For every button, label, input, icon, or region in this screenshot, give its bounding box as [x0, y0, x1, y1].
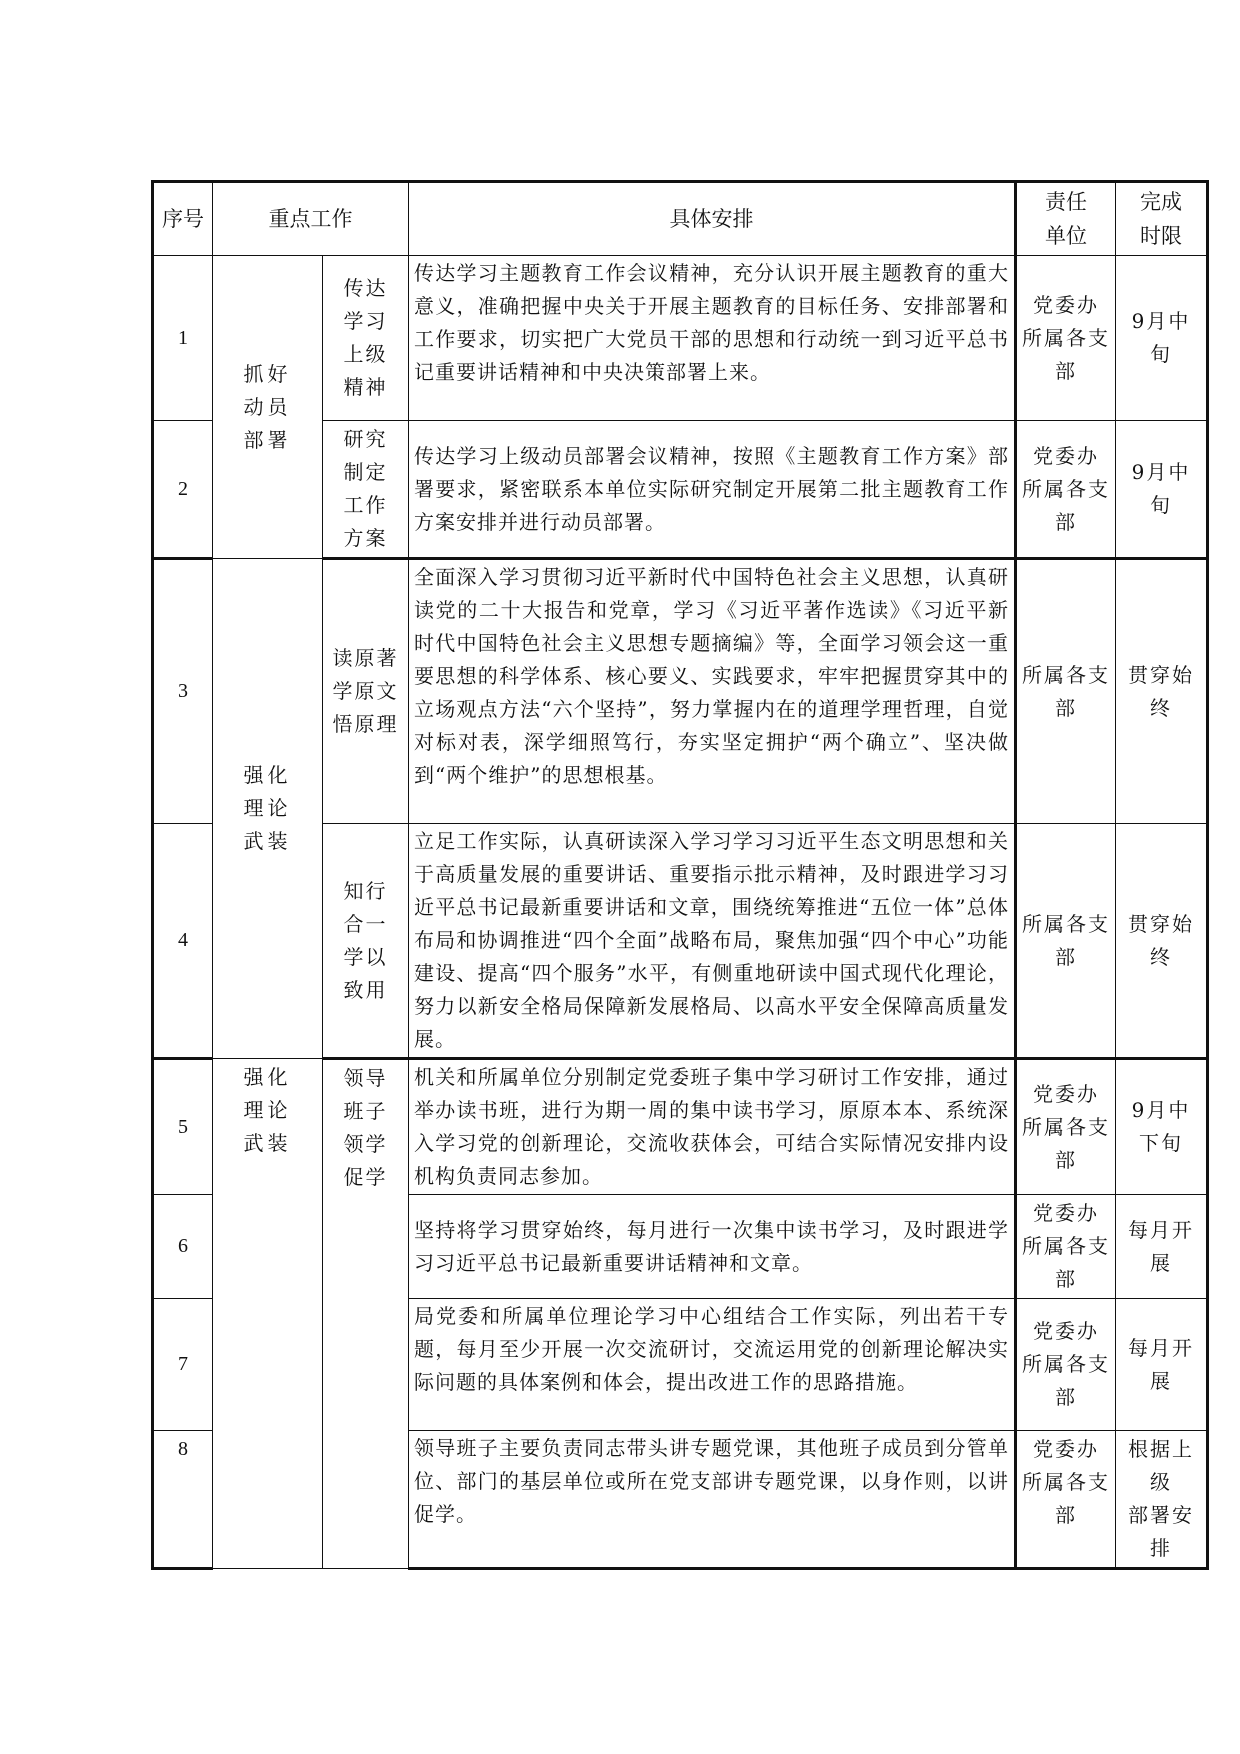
category-theory: 强化 理论 武装 [213, 559, 323, 1059]
header-seq: 序号 [153, 182, 213, 256]
deadline: 贯穿始 终 [1116, 824, 1208, 1059]
deadline: 每月开 展 [1116, 1299, 1208, 1431]
arrangement-text: 局党委和所属单位理论学习中心组结合工作实际，列出若干专题，每月至少开展一次交流研讨，交流运用党的创新理论解决实际问题的具体案例和体会，提出改进工作的思路措施。 [409, 1299, 1016, 1431]
responsible-unit: 所属各支 部 [1016, 824, 1116, 1059]
row-number: 1 [153, 256, 213, 421]
header-deadline: 完成 时限 [1116, 182, 1208, 256]
deadline: 每月开 展 [1116, 1195, 1208, 1299]
arrangement-text: 传达学习上级动员部署会议精神，按照《主题教育工作方案》部署要求，紧密联系本单位实际研究制定开展第二批主题教育工作方案安排并进行动员部署。 [409, 421, 1016, 559]
row-number: 2 [153, 421, 213, 559]
table-header-row [153, 182, 1208, 256]
responsible-unit: 党委办 所属各支 部 [1016, 256, 1116, 421]
row-number: 6 [153, 1195, 213, 1299]
row-number: 3 [153, 559, 213, 824]
deadline: 根据上 级 部署安 排 [1116, 1431, 1208, 1569]
responsible-unit: 党委办 所属各支 部 [1016, 1059, 1116, 1195]
header-unit: 责任 单位 [1016, 182, 1116, 256]
sub-task: 读原著 学原文 悟原理 [323, 559, 409, 824]
table-row [153, 1059, 1208, 1195]
arrangement-text: 机关和所属单位分别制定党委班子集中学习研讨工作安排，通过举办读书班，进行为期一周的集中读书学习，原原本本、系统深入学习党的创新理论，交流收获体会，可结合实际情况安排内设机构负责同志参加。 [409, 1059, 1016, 1195]
arrangement-text: 传达学习主题教育工作会议精神，充分认识开展主题教育的重大意义，准确把握中央关于开展主题教育的目标任务、安排部署和工作要求，切实把广大党员干部的思想和行动统一到习近平总书记重要讲话精神和中央决策部署上来。 [409, 256, 1016, 421]
row-number: 4 [153, 824, 213, 1059]
row-number: 5 [153, 1059, 213, 1195]
sub-task: 领导 班子 领学 促学 [323, 1059, 409, 1569]
arrangement-text: 立足工作实际，认真研读深入学习学习习近平生态文明思想和关于高质量发展的重要讲话、重要指示批示精神，及时跟进学习习近平总书记最新重要讲话和文章，围绕统筹推进“五位一体”总体布局和协调推进“四个全面”战略布局，聚焦加强“四个中心”功能建设、提高“四个服务”水平，有侧重地研读中国式现代化理论，努力以新安全格局保障新发展格局、以高水平安全保障高质量发展。 [409, 824, 1016, 1059]
deadline: 9月中 旬 [1116, 256, 1208, 421]
deadline: 9月中 下旬 [1116, 1059, 1208, 1195]
header-key-work: 重点工作 [213, 182, 409, 256]
table-row [153, 559, 1208, 824]
table-row [153, 256, 1208, 421]
sub-task: 传达 学习 上级 精神 [323, 256, 409, 421]
deadline: 9月中 旬 [1116, 421, 1208, 559]
responsible-unit: 所属各支 部 [1016, 559, 1116, 824]
sub-task: 研究 制定 工作 方案 [323, 421, 409, 559]
responsible-unit: 党委办 所属各支 部 [1016, 421, 1116, 559]
category-mobilize: 抓好 动员 部署 [213, 256, 323, 559]
arrangement-text: 坚持将学习贯穿始终，每月进行一次集中读书学习，及时跟进学习习近平总书记最新重要讲话精神和文章。 [409, 1195, 1016, 1299]
sub-task: 知行 合一 学以 致用 [323, 824, 409, 1059]
arrangement-text: 全面深入学习贯彻习近平新时代中国特色社会主义思想，认真研读党的二十大报告和党章，学习《习近平著作选读》《习近平新时代中国特色社会主义思想专题摘编》等，全面学习领会这一重要思想的科学体系、核心要义、实践要求，牢牢把握贯穿其中的立场观点方法“六个坚持”，努力掌握内在的道理学理哲理，自觉对标对表，深学细照笃行，夯实坚定拥护“两个确立”、坚决做到“两个维护”的思想根基。 [409, 559, 1016, 824]
responsible-unit: 党委办 所属各支 部 [1016, 1431, 1116, 1569]
responsible-unit: 党委办 所属各支 部 [1016, 1299, 1116, 1431]
work-plan-table [151, 180, 1209, 1570]
deadline: 贯穿始 终 [1116, 559, 1208, 824]
arrangement-text: 领导班子主要负责同志带头讲专题党课，其他班子成员到分管单位、部门的基层单位或所在党支部讲专题党课，以身作则，以讲促学。 [409, 1431, 1016, 1569]
header-arrangement: 具体安排 [409, 182, 1016, 256]
row-number: 8 [153, 1431, 213, 1569]
row-number: 7 [153, 1299, 213, 1431]
responsible-unit: 党委办 所属各支 部 [1016, 1195, 1116, 1299]
category-theory: 强化 理论 武装 [213, 1059, 323, 1569]
